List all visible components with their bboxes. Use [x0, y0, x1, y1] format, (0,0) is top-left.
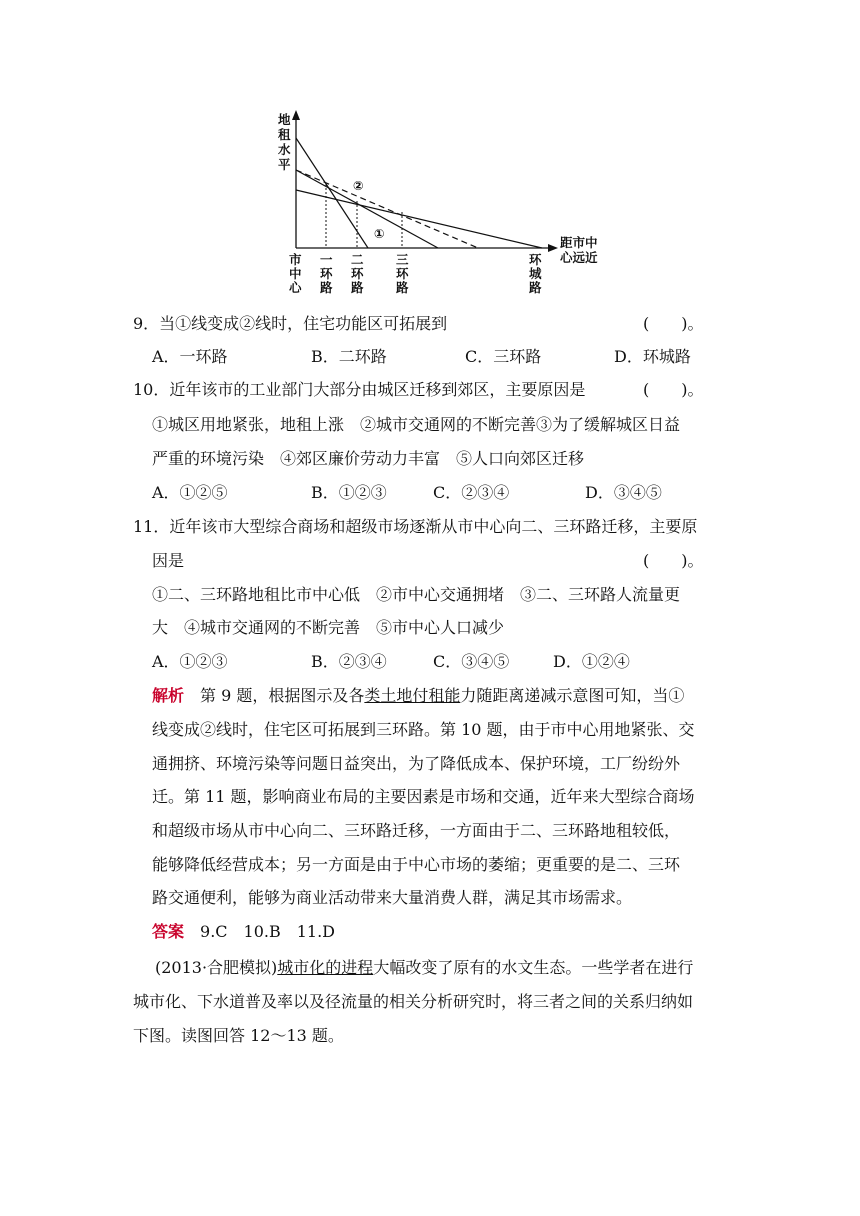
curve-label-2: ② [353, 178, 364, 193]
curve-label-1: ① [374, 226, 385, 241]
q11-option-c[interactable]: C．③④⑤ [433, 652, 510, 671]
q11-items-1: ①二、三环路地租比市中心低 ②市中心交通拥堵 ③二、三环路人流量更 [152, 585, 681, 604]
answer-text: 9.C 10.B 11.D [184, 922, 336, 941]
next-first-line [155, 958, 693, 978]
analysis-text: 能够降低经营成本；另一方面是由于中心市场的萎缩；更重要的是二、三环 [152, 855, 681, 874]
q9-option-c[interactable]: C．三环路 [465, 347, 542, 366]
tick-char: 市 [289, 252, 302, 267]
analysis-underlined: 类土地付租能 [364, 686, 461, 705]
q10-bracket: ( )。 [643, 380, 704, 399]
answer [152, 922, 335, 942]
rent-line-2 [296, 170, 478, 248]
tick-char: 路 [529, 280, 542, 295]
x-axis-arrow [548, 244, 558, 252]
q10-stem: 10．近年该市的工业部门大部分由城区迁移到郊区，主要原因是 [133, 380, 586, 399]
analysis-text: 通拥挤、环境污染等问题日益突出，为了降低成本、保护环境，工厂纷纷外 [152, 754, 681, 773]
analysis-text-a: 第 9 题，根据图示及各 [184, 686, 365, 705]
y-label-char: 租 [278, 127, 291, 142]
q10-option-c[interactable]: C．②③④ [433, 483, 510, 502]
tick-char: 路 [396, 280, 409, 295]
q10-option-d[interactable]: D．③④⑤ [585, 483, 662, 502]
answer-label: 答案 [152, 922, 185, 941]
q9-option-b[interactable]: B．二环路 [311, 347, 387, 366]
next-text: 下图。读图回答 12～13 题。 [133, 1026, 344, 1045]
next-source: (2013·合肥模拟) [155, 958, 278, 977]
tick-char: 环 [320, 266, 333, 281]
tick-char: 中 [289, 266, 302, 281]
tick-ring2 [351, 252, 364, 295]
y-axis-label [278, 112, 291, 172]
rent-line-agriculture [296, 190, 542, 248]
tick-char: 路 [351, 280, 364, 295]
analysis-text-b: 力随距离递减示意图可知，当① [460, 686, 685, 705]
y-label-char: 平 [278, 157, 291, 172]
next-rest: 大幅改变了原有的水文生态。一些学者在进行 [373, 958, 694, 977]
x-axis-label-line1: 距市中 [560, 235, 598, 250]
tick-city-ring-road [529, 252, 542, 295]
next-underlined: 城市化的进程 [277, 958, 374, 977]
tick-ring1 [320, 252, 333, 295]
x-axis-label-line2: 心远近 [560, 250, 598, 265]
q11-stem-1: 11．近年该市大型综合商场和超级市场逐渐从市中心向二、三环路迁移，主要原 [133, 517, 698, 536]
tick-char: 二 [351, 252, 364, 267]
tick-char: 环 [396, 266, 409, 281]
q10-items-2: 严重的环境污染 ④郊区廉价劳动力丰富 ⑤人口向郊区迁移 [152, 449, 585, 468]
tick-char: 环 [529, 252, 542, 267]
analysis-first-line [152, 686, 684, 706]
tick-char: 三 [396, 252, 409, 267]
y-label-char: 水 [278, 142, 291, 157]
q9-bracket: ( )。 [643, 314, 704, 333]
y-axis-arrow [292, 110, 300, 120]
q11-option-b[interactable]: B．②③④ [311, 652, 387, 671]
q11-items-2: 大 ④城市交通网的不断完善 ⑤市中心人口减少 [152, 618, 505, 637]
q11-option-d[interactable]: D．①②④ [553, 652, 630, 671]
tick-char: 一 [320, 252, 333, 267]
analysis-text: 和超级市场从市中心向二、三环路迁移，一方面由于二、三环路地租较低， [152, 821, 681, 840]
tick-char: 环 [351, 266, 364, 281]
q9-option-a[interactable]: A．一环路 [152, 347, 228, 366]
q9-stem: 9．当①线变成②线时，住宅功能区可拓展到 [133, 314, 448, 333]
q10-items-1: ①城区用地紧张，地租上涨 ②城市交通网的不断完善③为了缓解城区日益 [152, 415, 681, 434]
q11-stem-2: 因是 [152, 551, 185, 570]
tick-char: 路 [320, 280, 333, 295]
rent-line-1 [296, 170, 438, 248]
next-text: 城市化、下水道普及率以及径流量的相关分析研究时，将三者之间的关系归纳如 [133, 992, 694, 1011]
q9-option-d[interactable]: D．环城路 [614, 347, 691, 366]
tick-char: 城 [529, 266, 542, 281]
tick-ring3 [396, 252, 409, 295]
analysis-text: 线变成②线时，住宅区可拓展到三环路。第 10 题，由于市中心用地紧张、交 [152, 720, 695, 739]
q10-option-a[interactable]: A．①②⑤ [152, 483, 228, 502]
analysis-label: 解析 [152, 686, 185, 705]
q11-option-a[interactable]: A．①②③ [152, 652, 228, 671]
analysis-text: 路交通便利，能够为商业活动带来大量消费人群，满足其市场需求。 [152, 888, 633, 907]
q11-bracket: ( )。 [643, 551, 704, 570]
land-rent-diagram [270, 108, 620, 300]
q10-option-b[interactable]: B．①②③ [311, 483, 387, 502]
tick-city-center [288, 252, 302, 295]
analysis-text: 迁。第 11 题，影响商业布局的主要因素是市场和交通，近年来大型综合商场 [152, 787, 695, 806]
tick-char: 心 [289, 280, 302, 295]
y-label-char: 地 [278, 112, 291, 127]
